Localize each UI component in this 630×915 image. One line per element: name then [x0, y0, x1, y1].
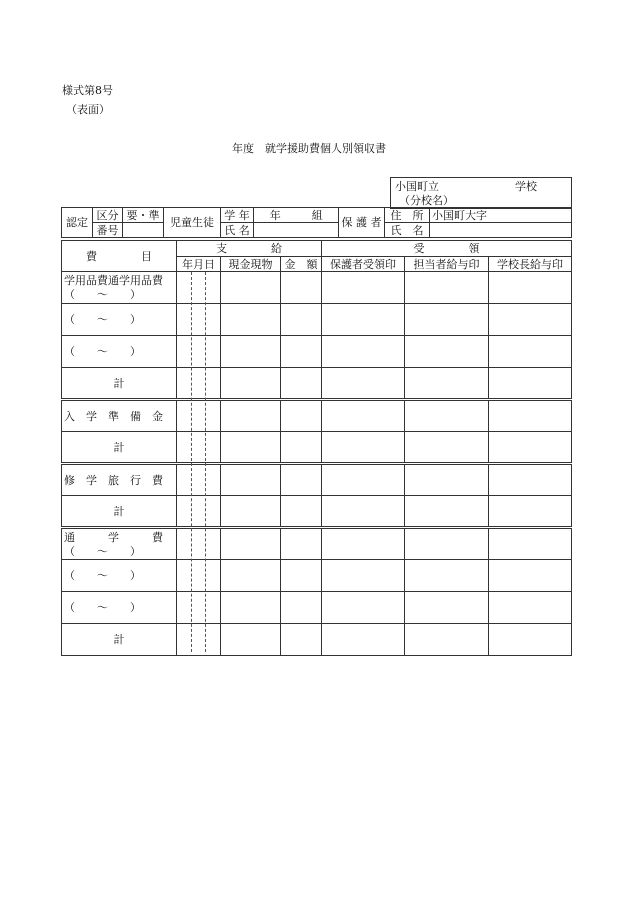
cash-goods-cell — [221, 496, 281, 528]
juryo-header: 受 領 — [322, 241, 572, 257]
receipt-table — [61, 240, 572, 656]
staff-seal-cell — [405, 624, 489, 656]
amount-cell — [281, 368, 322, 400]
cash-goods-cell — [221, 592, 281, 624]
guardian-seal-cell — [322, 592, 405, 624]
date-cell — [177, 432, 221, 464]
principal-seal-cell — [489, 560, 572, 592]
staff-seal-cell — [405, 304, 489, 336]
kubun-value: 要・準 — [123, 208, 164, 223]
date-cell — [177, 304, 221, 336]
guardian-seal-cell — [322, 336, 405, 368]
form-number: 様式第8号 — [62, 84, 113, 97]
shikyu-header: 支 給 — [177, 241, 322, 257]
kubun-label: 区分 — [93, 208, 123, 223]
period-range: （ ～ ） — [64, 288, 141, 301]
date-divider-1 — [191, 272, 192, 652]
cash-goods-cell — [221, 464, 281, 496]
amount-cell — [281, 272, 322, 304]
grade-year-label: 年 — [254, 208, 297, 223]
date-divider-2 — [205, 272, 206, 652]
table-row — [62, 304, 572, 336]
number-label: 番号 — [93, 223, 123, 238]
form-side-label: （表面） — [66, 103, 110, 116]
nintei-label: 認定 — [62, 208, 93, 238]
address-value: 小国町大字 — [430, 208, 572, 223]
date-cell — [177, 272, 221, 304]
amount-cell — [281, 496, 322, 528]
subtotal-label: 計 — [62, 496, 177, 528]
amount-cell — [281, 400, 322, 432]
grade-label: 学 年 — [221, 208, 254, 223]
staff-seal-cell — [405, 368, 489, 400]
amount-cell — [281, 464, 322, 496]
staff-seal-cell — [405, 336, 489, 368]
period-range: （ ～ ） — [62, 592, 177, 624]
cash-goods-cell — [221, 368, 281, 400]
principal-seal-cell — [489, 592, 572, 624]
date-cell — [177, 624, 221, 656]
address-label: 住 所 — [385, 208, 430, 223]
cash-goods-cell — [221, 560, 281, 592]
amount-header: 金 額 — [281, 257, 322, 272]
date-cell — [177, 496, 221, 528]
school-name-prefix: 小国町立 — [395, 180, 439, 193]
date-cell — [177, 464, 221, 496]
branch-school-label: （分校名） — [399, 194, 454, 207]
entrance-prep-label: 入 学 準 備 金 — [62, 400, 177, 432]
cash-goods-cell — [221, 272, 281, 304]
cash-goods-cell — [221, 336, 281, 368]
amount-cell — [281, 560, 322, 592]
cash-goods-header: 現金現物 — [221, 257, 281, 272]
page-title: 年度 就学援助費個人別領収書 — [232, 142, 386, 155]
staff-seal-cell — [405, 592, 489, 624]
guardian-seal-cell — [322, 560, 405, 592]
commute-item — [62, 528, 177, 560]
date-cell — [177, 368, 221, 400]
subtotal-label: 計 — [62, 368, 177, 400]
table-row — [62, 432, 572, 464]
cash-goods-cell — [221, 528, 281, 560]
staff-seal-cell — [405, 496, 489, 528]
recipient-info-table — [61, 207, 572, 238]
guardian-seal-header: 保護者受領印 — [322, 257, 405, 272]
guardian-seal-cell — [322, 496, 405, 528]
principal-seal-cell — [489, 624, 572, 656]
staff-seal-cell — [405, 528, 489, 560]
table-row — [62, 496, 572, 528]
principal-seal-header: 学校長給与印 — [489, 257, 572, 272]
table-row — [62, 400, 572, 432]
table-row — [62, 560, 572, 592]
table-row — [62, 464, 572, 496]
table-row — [62, 528, 572, 560]
school-trip-label: 修 学 旅 行 費 — [62, 464, 177, 496]
principal-seal-cell — [489, 400, 572, 432]
date-cell — [177, 400, 221, 432]
period-range: （ ～ ） — [62, 560, 177, 592]
guardian-name-value — [430, 223, 572, 238]
table-row — [62, 368, 572, 400]
table-row — [62, 272, 572, 304]
principal-seal-cell — [489, 496, 572, 528]
principal-seal-cell — [489, 528, 572, 560]
table-row — [62, 336, 572, 368]
school-name-suffix: 学校 — [515, 180, 537, 193]
principal-seal-cell — [489, 368, 572, 400]
guardian-seal-cell — [322, 624, 405, 656]
staff-seal-header: 担当者給与印 — [405, 257, 489, 272]
period-range: （ ～ ） — [62, 336, 177, 368]
principal-seal-cell — [489, 272, 572, 304]
himoku-header: 費 目 — [62, 241, 177, 272]
date-cell — [177, 336, 221, 368]
guardian-seal-cell — [322, 400, 405, 432]
number-value — [123, 223, 164, 238]
student-name-label: 氏 名 — [221, 223, 254, 238]
guardian-seal-cell — [322, 528, 405, 560]
school-supplies-label: 学用品費通学用品費 — [64, 274, 163, 287]
guardian-seal-cell — [322, 464, 405, 496]
amount-cell — [281, 624, 322, 656]
cash-goods-cell — [221, 304, 281, 336]
amount-cell — [281, 432, 322, 464]
guardian-name-label: 氏 名 — [385, 223, 430, 238]
staff-seal-cell — [405, 464, 489, 496]
school-supplies-item — [62, 272, 177, 304]
cash-goods-cell — [221, 400, 281, 432]
staff-seal-cell — [405, 432, 489, 464]
student-name-value — [254, 223, 339, 238]
staff-seal-cell — [405, 400, 489, 432]
school-box — [390, 177, 572, 209]
period-range: （ ～ ） — [64, 545, 141, 558]
amount-cell — [281, 528, 322, 560]
principal-seal-cell — [489, 304, 572, 336]
date-cell — [177, 592, 221, 624]
table-row — [62, 624, 572, 656]
date-cell — [177, 528, 221, 560]
subtotal-label: 計 — [62, 624, 177, 656]
student-label: 児童生徒 — [164, 208, 221, 238]
guardian-seal-cell — [322, 432, 405, 464]
staff-seal-cell — [405, 272, 489, 304]
guardian-seal-cell — [322, 368, 405, 400]
grade-class-label: 組 — [297, 208, 339, 223]
guardian-seal-cell — [322, 304, 405, 336]
guardian-seal-cell — [322, 272, 405, 304]
period-range: （ ～ ） — [62, 304, 177, 336]
principal-seal-cell — [489, 432, 572, 464]
cash-goods-cell — [221, 624, 281, 656]
amount-cell — [281, 336, 322, 368]
principal-seal-cell — [489, 336, 572, 368]
amount-cell — [281, 304, 322, 336]
date-cell — [177, 560, 221, 592]
amount-cell — [281, 592, 322, 624]
table-row — [62, 592, 572, 624]
principal-seal-cell — [489, 464, 572, 496]
staff-seal-cell — [405, 560, 489, 592]
date-header: 年月日 — [177, 257, 221, 272]
commute-label: 通 学 費 — [64, 531, 163, 544]
subtotal-label: 計 — [62, 432, 177, 464]
cash-goods-cell — [221, 432, 281, 464]
guardian-label: 保 護 者 — [339, 208, 385, 238]
